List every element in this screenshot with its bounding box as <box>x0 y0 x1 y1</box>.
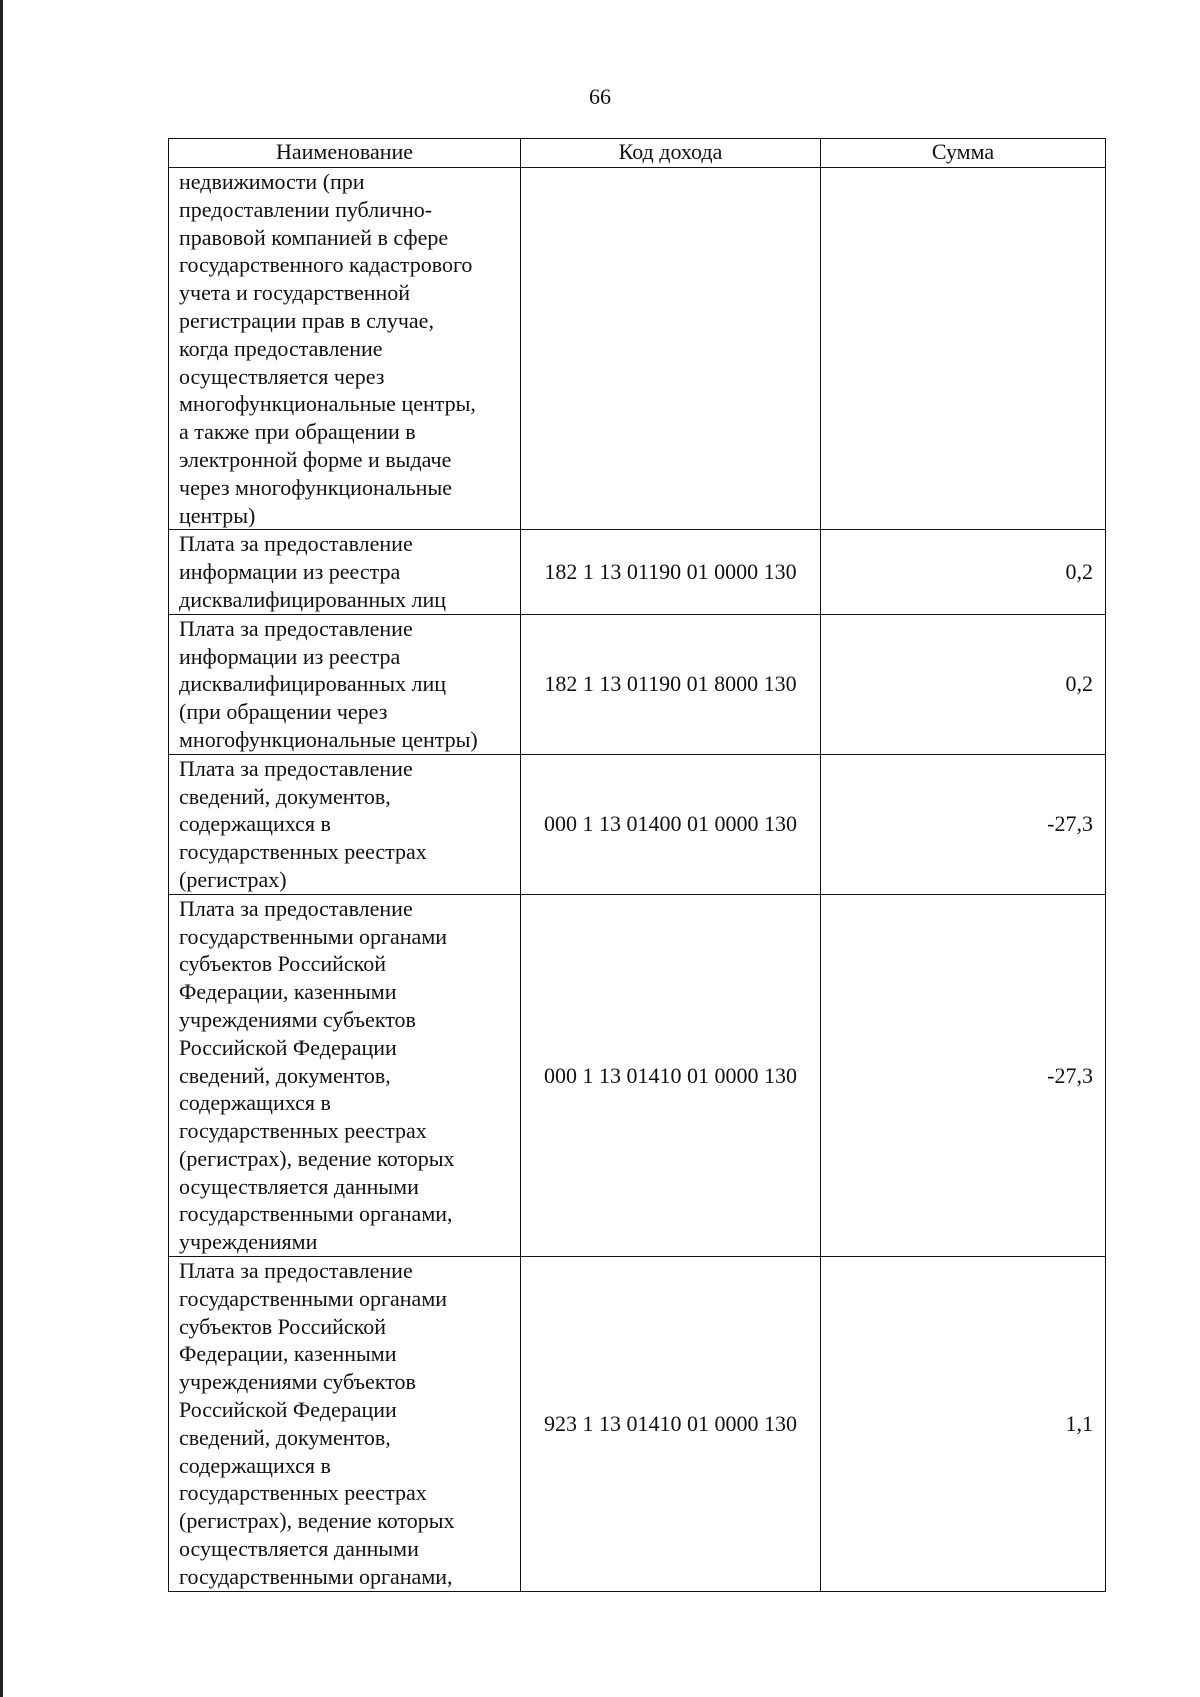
row-sum: 0,2 <box>821 614 1106 754</box>
table-header <box>169 139 1106 168</box>
row-sum: -27,3 <box>821 894 1106 1256</box>
row-name: Плата за предоставление сведений, документов, содержащихся в государственных реестрах (регистрах) <box>169 754 521 894</box>
table-row <box>169 1257 1106 1592</box>
row-code: 182 1 13 01190 01 8000 130 <box>521 614 821 754</box>
row-sum: 1,1 <box>821 1257 1106 1592</box>
table-row <box>169 894 1106 1256</box>
row-sum: -27,3 <box>821 754 1106 894</box>
row-code: 000 1 13 01400 01 0000 130 <box>521 754 821 894</box>
header-name: Наименование <box>169 139 521 168</box>
row-name: Плата за предоставление государственными органами субъектов Российской Федерации, казенными учреждениями субъектов Российской Федерации сведений, документов, содержащихся в государственных реестрах (регистрах), ведение которых осуществляется данными государственными органами, <box>169 1257 521 1592</box>
scan-edge <box>0 0 3 1697</box>
header-code: Код дохода <box>521 139 821 168</box>
table-body <box>169 168 1106 1592</box>
row-name: недвижимости (при предоставлении публично- правовой компанией в сфере государственного кадастрового учета и государственной регистрации прав в случае, когда предоставление осуществляется через многофункциональные центры, а также при обращении в электронной форме и выдаче через многофункциональные центры) <box>169 168 521 530</box>
row-code <box>521 168 821 530</box>
row-name: Плата за предоставление информации из реестра дисквалифицированных лиц (при обращении через многофункциональные центры) <box>169 614 521 754</box>
row-name: Плата за предоставление информации из реестра дисквалифицированных лиц <box>169 530 521 614</box>
table-row <box>169 614 1106 754</box>
table-row <box>169 168 1106 530</box>
row-sum <box>821 168 1106 530</box>
page-number: 66 <box>589 84 611 109</box>
row-code: 182 1 13 01190 01 0000 130 <box>521 530 821 614</box>
table-row <box>169 530 1106 614</box>
row-code: 000 1 13 01410 01 0000 130 <box>521 894 821 1256</box>
table-row <box>169 754 1106 894</box>
revenue-table <box>168 138 1106 1592</box>
row-sum: 0,2 <box>821 530 1106 614</box>
header-row <box>169 139 1106 168</box>
header-sum: Сумма <box>821 139 1106 168</box>
row-name: Плата за предоставление государственными органами субъектов Российской Федерации, казенными учреждениями субъектов Российской Федерации сведений, документов, содержащихся в государственных реестрах (регистрах), ведение которых осуществляется данными государственными органами, учреждениями <box>169 894 521 1256</box>
row-code: 923 1 13 01410 01 0000 130 <box>521 1257 821 1592</box>
